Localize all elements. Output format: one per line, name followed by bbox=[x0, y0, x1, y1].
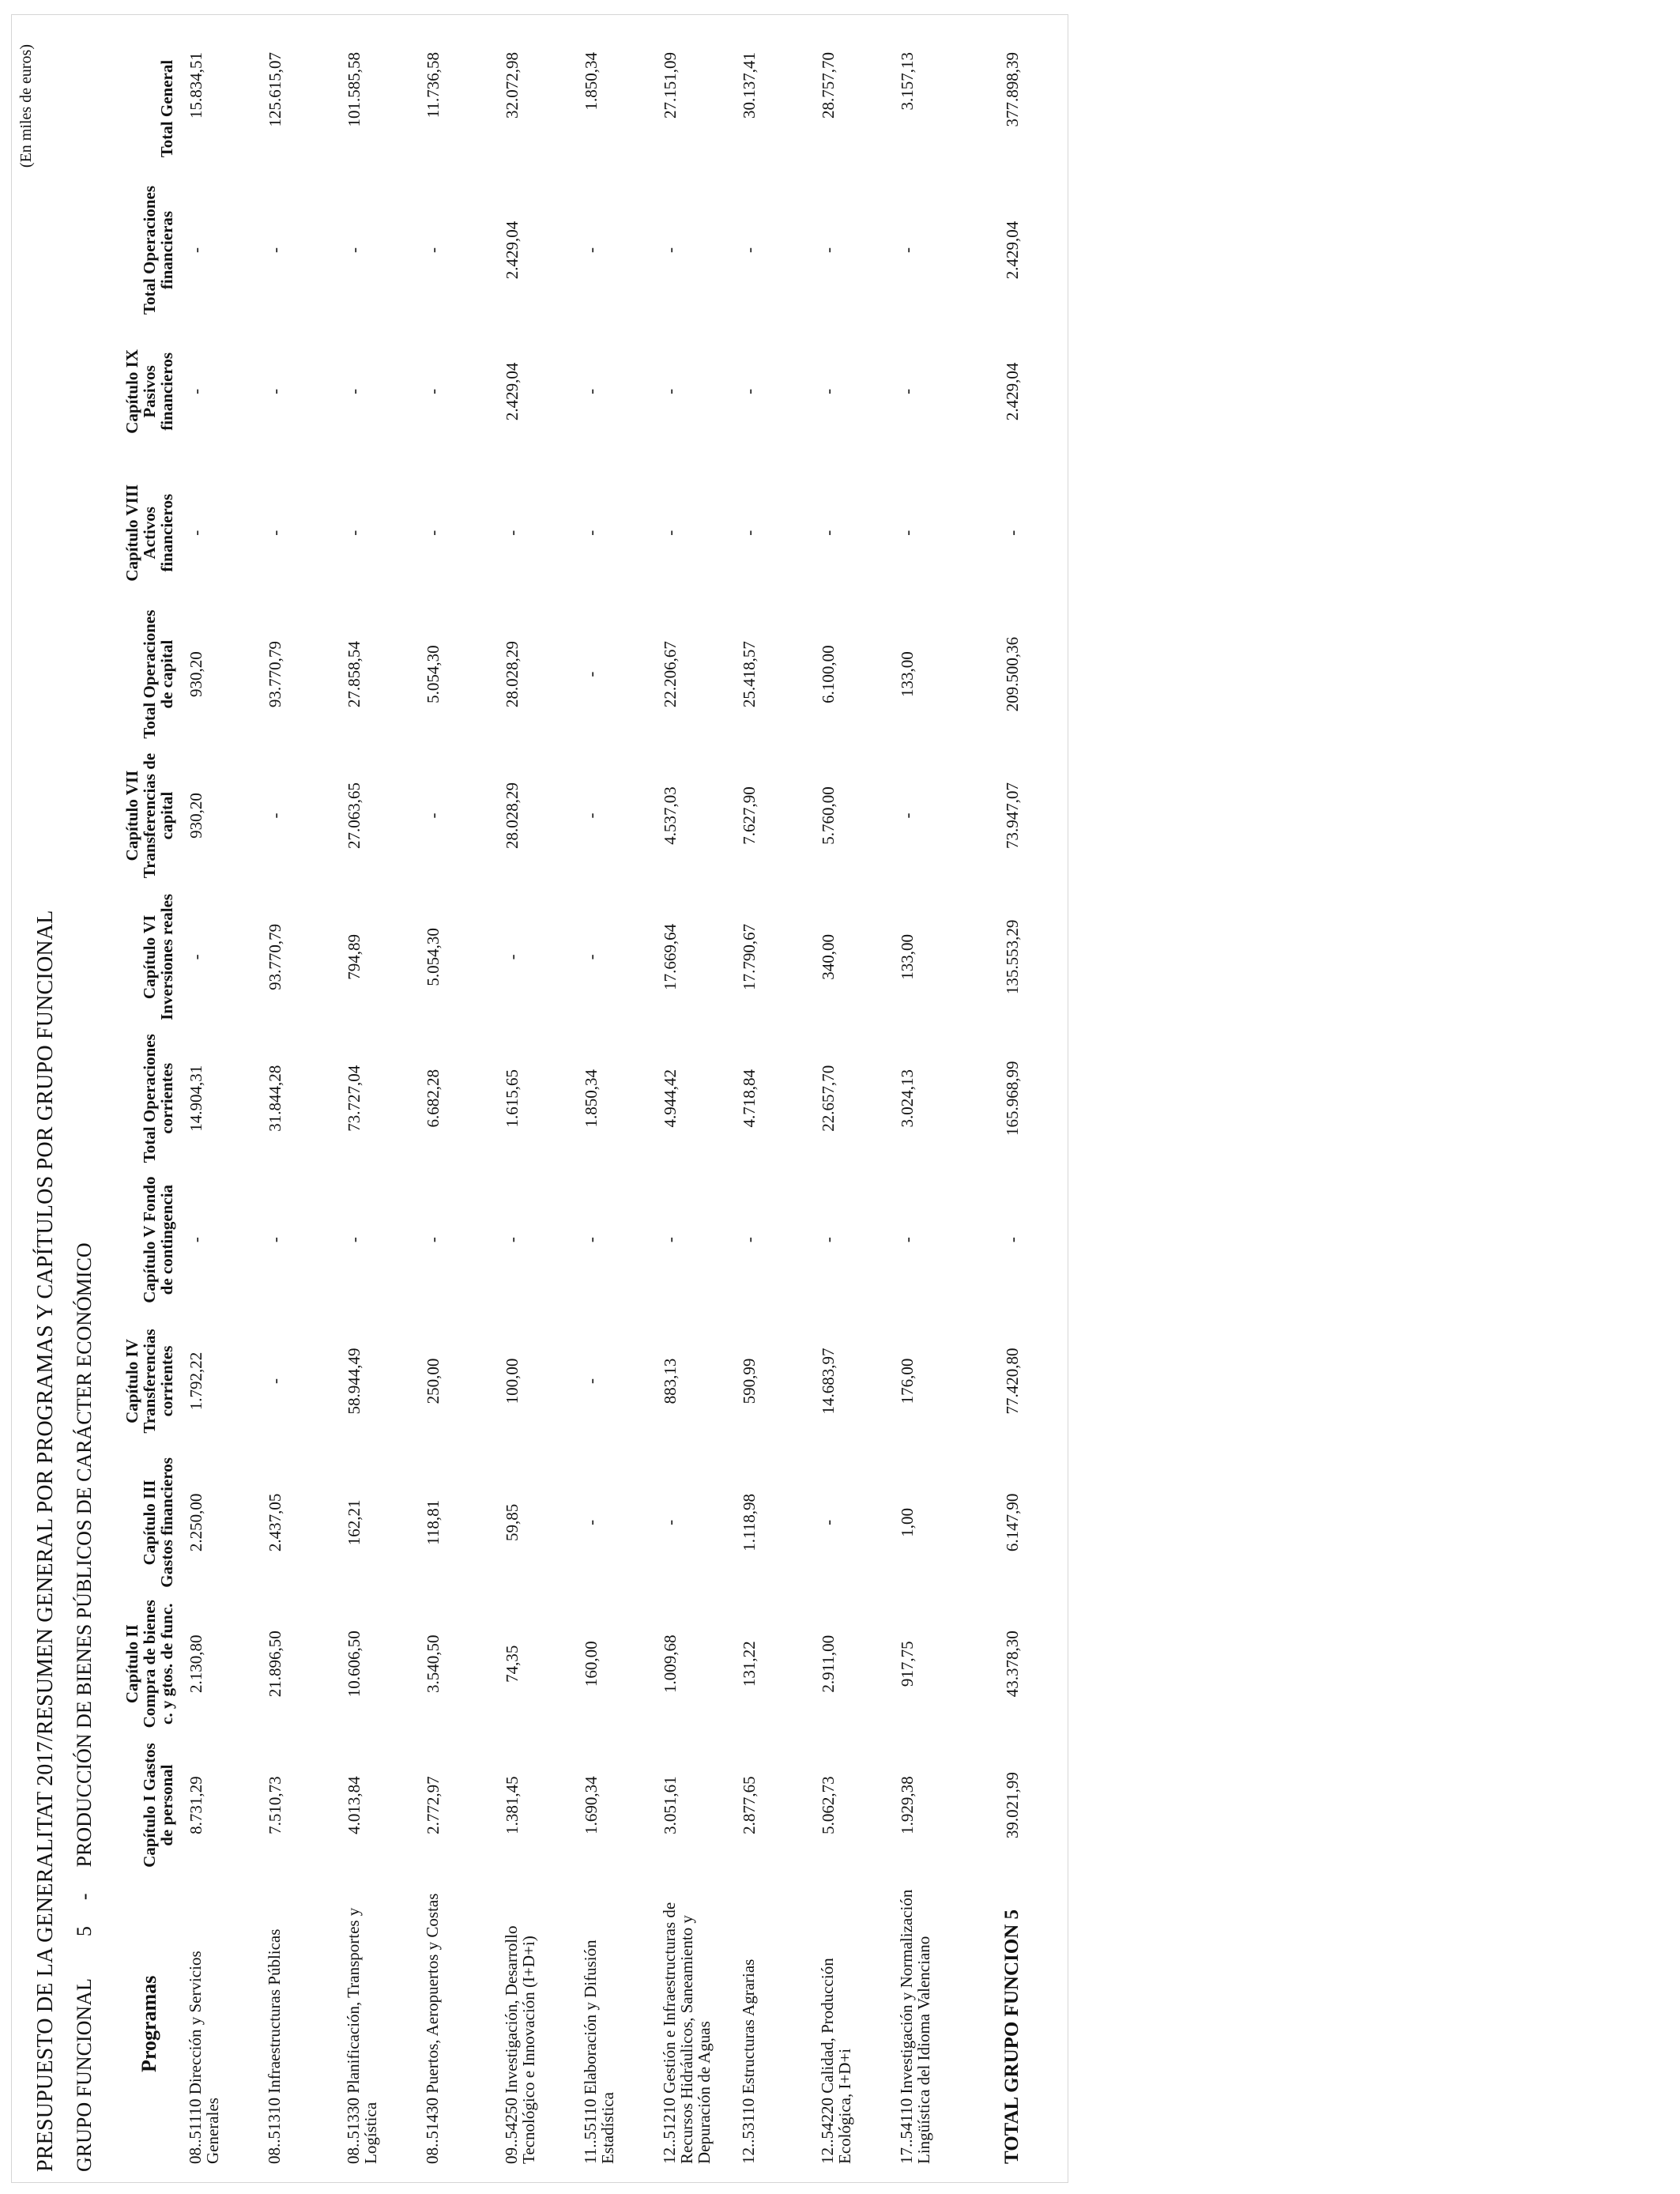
value-cell: 1.690,34 bbox=[582, 1776, 601, 1834]
value-cell: 930,20 bbox=[186, 651, 205, 698]
program-cell: 12..51210 Gestión e Infraestructuras de Recursos Hidráulicos, Saneamiento y Depuración de Aguas bbox=[660, 1902, 714, 2164]
value-cell: 794,89 bbox=[345, 934, 363, 980]
value-cell: 59,85 bbox=[503, 1503, 522, 1542]
value-cell: 131,22 bbox=[740, 1641, 759, 1687]
value-cell: 4.537,03 bbox=[661, 786, 680, 845]
program-cell: TOTAL GRUPO FUNCION 5 bbox=[1001, 1909, 1023, 2164]
value-cell: 6.147,90 bbox=[1002, 1493, 1022, 1552]
value-cell: 11.736,58 bbox=[424, 52, 443, 119]
value-cell: 28.028,29 bbox=[503, 782, 522, 850]
value-cell: 77.420,80 bbox=[1002, 1348, 1022, 1415]
value-cell: 917,75 bbox=[898, 1641, 917, 1687]
column-header: Capítulo VII Transferencias de capital bbox=[122, 752, 176, 879]
column-header: Capítulo VI Inversiones reales bbox=[140, 893, 176, 1020]
value-cell: - bbox=[582, 671, 601, 677]
value-cell: - bbox=[186, 1237, 205, 1243]
value-cell: - bbox=[661, 530, 680, 536]
value-cell: - bbox=[740, 247, 759, 254]
program-cell: 11..55110 Elaboración y Difusión Estadística bbox=[581, 1940, 617, 2164]
value-cell: 2.250,00 bbox=[186, 1493, 205, 1552]
value-cell: 340,00 bbox=[819, 934, 838, 980]
column-header: Total General bbox=[157, 59, 176, 158]
value-cell: 3.157,13 bbox=[898, 52, 917, 111]
value-cell: - bbox=[186, 247, 205, 254]
value-cell: 2.437,05 bbox=[266, 1493, 284, 1552]
page-title: PRESUPUESTO DE LA GENERALITAT 2017/RESUMEN GENERAL POR PROGRAMAS Y CAPÍTULOS POR GRUPO FUNCIONAL bbox=[33, 910, 58, 2172]
value-cell: 2.772,97 bbox=[424, 1776, 443, 1834]
value-cell: 74,35 bbox=[503, 1645, 522, 1683]
value-cell: - bbox=[345, 388, 363, 394]
value-cell: 4.944,42 bbox=[661, 1069, 680, 1128]
value-cell: - bbox=[898, 1237, 917, 1243]
value-cell: 7.627,90 bbox=[740, 786, 759, 845]
value-cell: 2.429,04 bbox=[503, 362, 522, 421]
value-cell: 4.718,84 bbox=[740, 1069, 759, 1128]
value-cell: 27.151,09 bbox=[661, 52, 680, 119]
value-cell: 135.553,29 bbox=[1002, 919, 1022, 995]
value-cell: - bbox=[898, 530, 917, 536]
column-header: Capítulo II Compra de bienes c. y gtos. de func. bbox=[122, 1600, 176, 1728]
value-cell: 73.727,04 bbox=[345, 1065, 363, 1132]
program-cell: 09..54250 Investigación, Desarrollo Tecnológico e Innovación (I+D+i) bbox=[502, 1925, 538, 2164]
value-cell: - bbox=[424, 1237, 443, 1243]
value-cell: 43.378,30 bbox=[1002, 1630, 1022, 1698]
value-cell: 28.028,29 bbox=[503, 641, 522, 708]
value-cell: 58.944,49 bbox=[345, 1348, 363, 1415]
column-header-programas: Programas bbox=[137, 1975, 160, 2072]
value-cell: - bbox=[819, 247, 838, 254]
grupo-name: PRODUCCIÓN DE BIENES PÚBLICOS DE CARÁCTER ECONÓMICO bbox=[73, 1242, 96, 1868]
value-cell: - bbox=[266, 1378, 284, 1385]
value-cell: - bbox=[266, 388, 284, 394]
value-cell: - bbox=[582, 1237, 601, 1243]
grupo-separator: - bbox=[73, 1893, 96, 1901]
value-cell: 133,00 bbox=[898, 934, 917, 980]
value-cell: 101.585,58 bbox=[345, 52, 363, 127]
column-header: Capítulo IX Pasivos financieros bbox=[122, 349, 176, 434]
value-cell: - bbox=[898, 247, 917, 254]
value-cell: - bbox=[186, 388, 205, 394]
value-cell: - bbox=[582, 1519, 601, 1525]
value-cell: 30.137,41 bbox=[740, 52, 759, 119]
budget-table bbox=[120, 38, 1051, 2172]
value-cell: 39.021,99 bbox=[1002, 1772, 1022, 1839]
column-header: Capítulo I Gastos de personal bbox=[140, 1743, 176, 1868]
value-cell: 133,00 bbox=[898, 651, 917, 698]
value-cell: - bbox=[661, 247, 680, 254]
value-cell: 2.429,04 bbox=[1002, 221, 1022, 280]
value-cell: 377.898,39 bbox=[1002, 52, 1022, 127]
value-cell: 176,00 bbox=[898, 1358, 917, 1404]
column-header: Capítulo III Gastos financieros bbox=[140, 1457, 176, 1588]
program-cell: 08..51310 Infraestructuras Públicas bbox=[265, 1928, 284, 2164]
value-cell: 5.062,73 bbox=[819, 1776, 838, 1834]
table-body bbox=[183, 38, 1051, 2172]
value-cell: 1.792,22 bbox=[186, 1351, 205, 1411]
value-cell: 165.968,99 bbox=[1002, 1061, 1022, 1137]
value-cell: 93.770,79 bbox=[266, 641, 284, 708]
value-cell: 93.770,79 bbox=[266, 923, 284, 990]
value-cell: - bbox=[740, 530, 759, 536]
value-cell: 1.850,34 bbox=[582, 1069, 601, 1128]
value-cell: - bbox=[1002, 1237, 1022, 1243]
grupo-label: GRUPO FUNCIONAL bbox=[73, 1978, 96, 2172]
value-cell: - bbox=[582, 530, 601, 536]
value-cell: - bbox=[503, 954, 522, 960]
table-row bbox=[262, 38, 341, 2172]
value-cell: 118,81 bbox=[424, 1499, 443, 1545]
table-row bbox=[420, 38, 499, 2172]
value-cell: 27.858,54 bbox=[345, 641, 363, 708]
value-cell: - bbox=[266, 247, 284, 254]
value-cell: 2.429,04 bbox=[1002, 362, 1022, 421]
value-cell: 1.118,98 bbox=[740, 1494, 759, 1551]
table-row bbox=[578, 38, 657, 2172]
value-cell: - bbox=[424, 388, 443, 394]
table-row bbox=[499, 38, 578, 2172]
value-cell: 3.051,61 bbox=[661, 1776, 680, 1834]
value-cell: 73.947,07 bbox=[1002, 782, 1022, 850]
table-header-row bbox=[120, 38, 183, 2172]
value-cell: 250,00 bbox=[424, 1358, 443, 1404]
value-cell: 162,21 bbox=[345, 1499, 363, 1546]
value-cell: 3.024,13 bbox=[898, 1069, 917, 1128]
value-cell: 1.850,34 bbox=[582, 52, 601, 111]
value-cell: 6.100,00 bbox=[819, 645, 838, 703]
value-cell: - bbox=[266, 530, 284, 536]
value-cell: - bbox=[819, 530, 838, 536]
value-cell: 2.429,04 bbox=[503, 221, 522, 280]
table-row bbox=[657, 38, 736, 2172]
column-header: Total Operaciones financieras bbox=[140, 185, 176, 315]
value-cell: - bbox=[424, 812, 443, 819]
value-cell: 28.757,70 bbox=[819, 52, 838, 119]
value-cell: - bbox=[582, 812, 601, 819]
value-cell: 100,00 bbox=[503, 1358, 522, 1404]
table-row bbox=[183, 38, 262, 2172]
total-row bbox=[974, 38, 1051, 2172]
value-cell: 2.130,80 bbox=[186, 1634, 205, 1694]
value-cell: - bbox=[740, 388, 759, 394]
value-cell: 883,13 bbox=[661, 1358, 680, 1404]
value-cell: - bbox=[661, 1519, 680, 1525]
value-cell: - bbox=[740, 1237, 759, 1243]
value-cell: - bbox=[345, 247, 363, 254]
program-cell: 08..51430 Puertos, Aeropuertos y Costas bbox=[423, 1893, 442, 2164]
value-cell: 5.054,30 bbox=[424, 645, 443, 703]
value-cell: 1.615,65 bbox=[503, 1069, 522, 1128]
value-cell: 160,00 bbox=[582, 1641, 601, 1687]
value-cell: - bbox=[819, 388, 838, 394]
value-cell: - bbox=[345, 530, 363, 536]
value-cell: 7.510,73 bbox=[266, 1776, 284, 1834]
value-cell: - bbox=[898, 388, 917, 394]
value-cell: 14.683,97 bbox=[819, 1348, 838, 1415]
value-cell: - bbox=[582, 1378, 601, 1385]
value-cell: 5.054,30 bbox=[424, 928, 443, 986]
table-row bbox=[816, 38, 895, 2172]
value-cell: - bbox=[582, 247, 601, 254]
value-cell: - bbox=[661, 1237, 680, 1243]
value-cell: 590,99 bbox=[740, 1358, 759, 1404]
value-cell: - bbox=[1002, 530, 1022, 536]
value-cell: 1.929,38 bbox=[898, 1776, 917, 1834]
value-cell: 930,20 bbox=[186, 793, 205, 839]
column-header: Total Operaciones de capital bbox=[140, 609, 176, 739]
value-cell: - bbox=[345, 1237, 363, 1243]
value-cell: - bbox=[819, 1519, 838, 1525]
value-cell: - bbox=[266, 1237, 284, 1243]
value-cell: 10.606,50 bbox=[345, 1630, 363, 1698]
value-cell: 31.844,28 bbox=[266, 1065, 284, 1132]
value-cell: 25.418,57 bbox=[740, 641, 759, 708]
value-cell: - bbox=[424, 530, 443, 536]
value-cell: - bbox=[898, 812, 917, 819]
value-cell: - bbox=[186, 530, 205, 536]
value-cell: - bbox=[582, 388, 601, 394]
column-header: Total Operaciones corrientes bbox=[140, 1034, 176, 1163]
value-cell: 209.500,36 bbox=[1002, 636, 1022, 712]
value-cell: - bbox=[661, 388, 680, 394]
table-row bbox=[895, 38, 974, 2172]
program-cell: 08..51330 Planificación, Transportes y Logística bbox=[344, 1907, 380, 2164]
value-cell: - bbox=[503, 1237, 522, 1243]
value-cell: 4.013,84 bbox=[345, 1776, 363, 1834]
value-cell: 27.063,65 bbox=[345, 782, 363, 850]
column-header: Capítulo V Fondo de contingencia bbox=[140, 1176, 176, 1303]
value-cell: 21.896,50 bbox=[266, 1630, 284, 1698]
value-cell: 32.072,98 bbox=[503, 52, 522, 119]
value-cell: 17.669,64 bbox=[661, 923, 680, 990]
value-cell: - bbox=[186, 954, 205, 960]
value-cell: - bbox=[582, 954, 601, 960]
program-cell: 12..53110 Estructuras Agrarias bbox=[739, 1958, 758, 2164]
table-row bbox=[736, 38, 816, 2172]
value-cell: - bbox=[266, 812, 284, 819]
value-cell: - bbox=[424, 247, 443, 254]
column-header: Capítulo IV Transferencias corrientes bbox=[122, 1329, 176, 1434]
program-cell: 12..54220 Calidad, Producción Ecológica, I+D+i bbox=[818, 1958, 854, 2164]
value-cell: 17.790,67 bbox=[740, 923, 759, 990]
value-cell: 15.834,51 bbox=[186, 52, 205, 119]
value-cell: 22.206,67 bbox=[661, 641, 680, 708]
grupo-number: 5 bbox=[73, 1926, 96, 1937]
value-cell: 2.911,00 bbox=[819, 1634, 838, 1693]
value-cell: 125.615,07 bbox=[266, 52, 284, 127]
value-cell: 1.381,45 bbox=[503, 1776, 522, 1834]
units-note: (En miles de euros) bbox=[17, 44, 35, 168]
program-cell: 17..54110 Investigación y Normalización Lingüística del Idioma Valenciano bbox=[897, 1889, 933, 2164]
value-cell: - bbox=[819, 1237, 838, 1243]
value-cell: 1.009,68 bbox=[661, 1634, 680, 1694]
value-cell: 2.877,65 bbox=[740, 1776, 759, 1834]
grupo-funcional-line bbox=[73, 1242, 96, 2172]
column-header: Capítulo VIII Activos financieros bbox=[122, 484, 176, 582]
value-cell: 6.682,28 bbox=[424, 1069, 443, 1128]
value-cell: 8.731,29 bbox=[186, 1776, 205, 1834]
value-cell: 5.760,00 bbox=[819, 786, 838, 845]
value-cell: 14.904,31 bbox=[186, 1065, 205, 1132]
value-cell: 3.540,50 bbox=[424, 1634, 443, 1694]
value-cell: - bbox=[503, 530, 522, 536]
value-cell: 22.657,70 bbox=[819, 1065, 838, 1132]
table-row bbox=[341, 38, 420, 2172]
value-cell: 1,00 bbox=[898, 1508, 917, 1537]
program-cell: 08..51110 Dirección y Servicios Generales bbox=[186, 1951, 222, 2164]
